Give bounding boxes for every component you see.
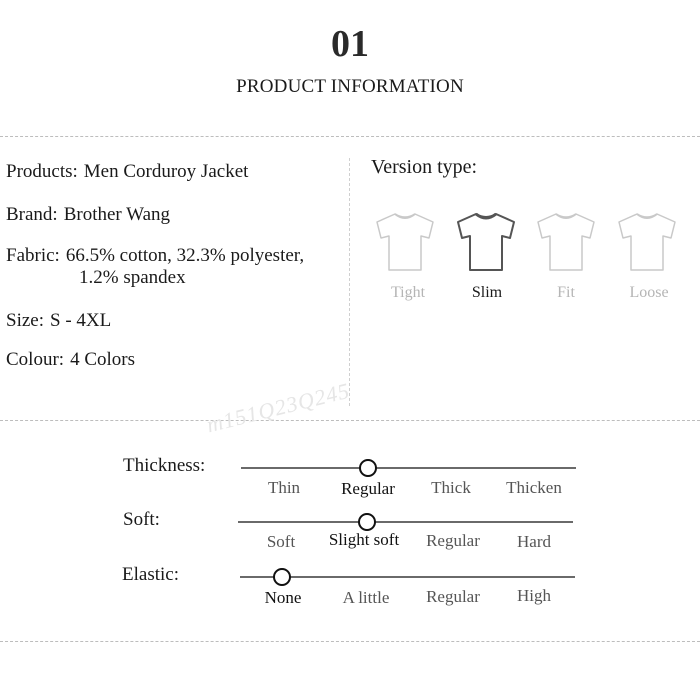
version-option-loose: Loose <box>629 284 669 301</box>
elastic-option-none: None <box>264 588 302 607</box>
soft-option-regular: Regular <box>426 531 480 550</box>
thickness-option-thick: Thick <box>431 478 471 497</box>
info-fabric <box>6 245 304 267</box>
info-size <box>6 310 111 332</box>
section-title: PRODUCT INFORMATION <box>236 76 464 97</box>
soft-option-soft: Soft <box>266 532 296 551</box>
elastic-option-a-little: A little <box>342 588 390 607</box>
info-value: 4 Colors <box>70 349 135 370</box>
info-label: Size: <box>6 310 44 331</box>
info-brand <box>6 204 170 226</box>
info-label: Colour: <box>6 349 65 370</box>
info-colour <box>6 349 135 371</box>
tshirt-icon-slim <box>456 210 516 272</box>
info-products <box>6 161 248 183</box>
soft-label: Soft: <box>123 509 160 530</box>
middle-divider <box>0 420 700 421</box>
info-label: Fabric: <box>6 245 60 266</box>
info-value: S - 4XL <box>50 310 112 331</box>
info-fabric-continued: 1.2% spandex <box>79 267 186 288</box>
thickness-scale-line <box>241 467 576 469</box>
soft-scale-line <box>238 521 573 523</box>
thickness-marker <box>359 459 377 477</box>
version-type-title: Version type: <box>371 156 478 178</box>
thickness-option-thin: Thin <box>267 478 301 497</box>
top-divider <box>0 136 700 137</box>
vertical-divider <box>349 158 350 406</box>
elastic-marker <box>273 568 291 586</box>
version-option-tight: Tight <box>390 284 426 301</box>
soft-option-hard: Hard <box>517 532 551 551</box>
tshirt-icon-loose <box>617 210 677 272</box>
info-label: Brand: <box>6 204 58 225</box>
watermark: m151Q23Q245 <box>204 377 353 438</box>
version-option-slim: Slim <box>471 284 503 301</box>
version-option-fit: Fit <box>557 284 575 301</box>
info-value: Men Corduroy Jacket <box>83 161 249 182</box>
bottom-divider <box>0 641 700 642</box>
elastic-option-high: High <box>517 586 551 605</box>
thickness-option-regular: Regular <box>341 479 395 498</box>
thickness-option-thicken: Thicken <box>506 478 562 497</box>
tshirt-icon-fit <box>536 210 596 272</box>
tshirt-icon-tight <box>375 210 435 272</box>
info-value: Brother Wang <box>63 204 171 225</box>
soft-option-slight-soft: Slight soft <box>328 530 400 549</box>
section-number: 01 <box>331 23 369 65</box>
soft-marker <box>358 513 376 531</box>
elastic-label: Elastic: <box>122 564 179 585</box>
elastic-option-regular: Regular <box>426 587 480 606</box>
info-value: 66.5% cotton, 32.3% polyester, <box>65 245 305 266</box>
info-label: Products: <box>6 161 78 182</box>
thickness-label: Thickness: <box>123 455 206 476</box>
